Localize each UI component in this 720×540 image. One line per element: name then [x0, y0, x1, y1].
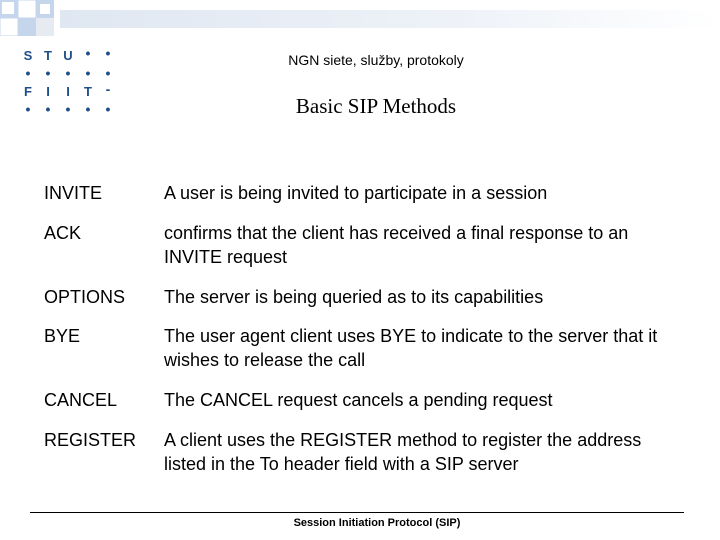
header-squares-decoration [0, 0, 720, 36]
method-name: CANCEL [44, 390, 118, 410]
logo-letter: F [24, 84, 32, 99]
logo-letter: U [63, 48, 73, 63]
method-name: ACK [44, 223, 82, 243]
method-description: A client uses the REGISTER method to register the address listed in the To header field with a SIP server [164, 430, 642, 474]
logo-dot: • [85, 65, 91, 81]
stu-fiit-logo [8, 44, 118, 124]
logo-letter: S [23, 48, 33, 63]
logo-letter: T [84, 84, 92, 99]
logo-dot: • [45, 101, 51, 117]
logo-letter: T [44, 48, 52, 63]
method-description: confirms that the client has received a final response to an INVITE request [164, 223, 629, 267]
logo-dot: • [105, 101, 111, 117]
logo-letter: I [46, 84, 50, 99]
logo-dot: • [25, 65, 31, 81]
course-title: NGN siete, služby, protokoly [288, 52, 464, 68]
method-name: INVITE [44, 183, 103, 203]
logo-letter: I [66, 84, 70, 99]
logo-dot: • [65, 101, 71, 117]
slide-title: Basic SIP Methods [295, 94, 457, 118]
method-description: The CANCEL request cancels a pending request [164, 390, 553, 410]
logo-dot: • [45, 65, 51, 81]
logo-dot: • [85, 45, 91, 61]
logo-dot: • [105, 45, 111, 61]
method-name: OPTIONS [44, 287, 126, 307]
method-description: The user agent client uses BYE to indicate to the server that it wishes to release the call [164, 326, 658, 370]
method-description: The server is being queried as to its capabilities [164, 287, 544, 307]
footer-divider [30, 512, 684, 513]
logo-dot: • [105, 65, 111, 81]
method-name: REGISTER [44, 430, 137, 450]
logo-dot: • [25, 101, 31, 117]
logo-dash: - [105, 81, 111, 97]
logo-dot: • [85, 101, 91, 117]
method-description: A user is being invited to participate in a session [164, 183, 548, 203]
method-name: BYE [44, 326, 81, 346]
footer-text: Session Initiation Protocol (SIP) [293, 517, 461, 529]
logo-dot: • [65, 65, 71, 81]
